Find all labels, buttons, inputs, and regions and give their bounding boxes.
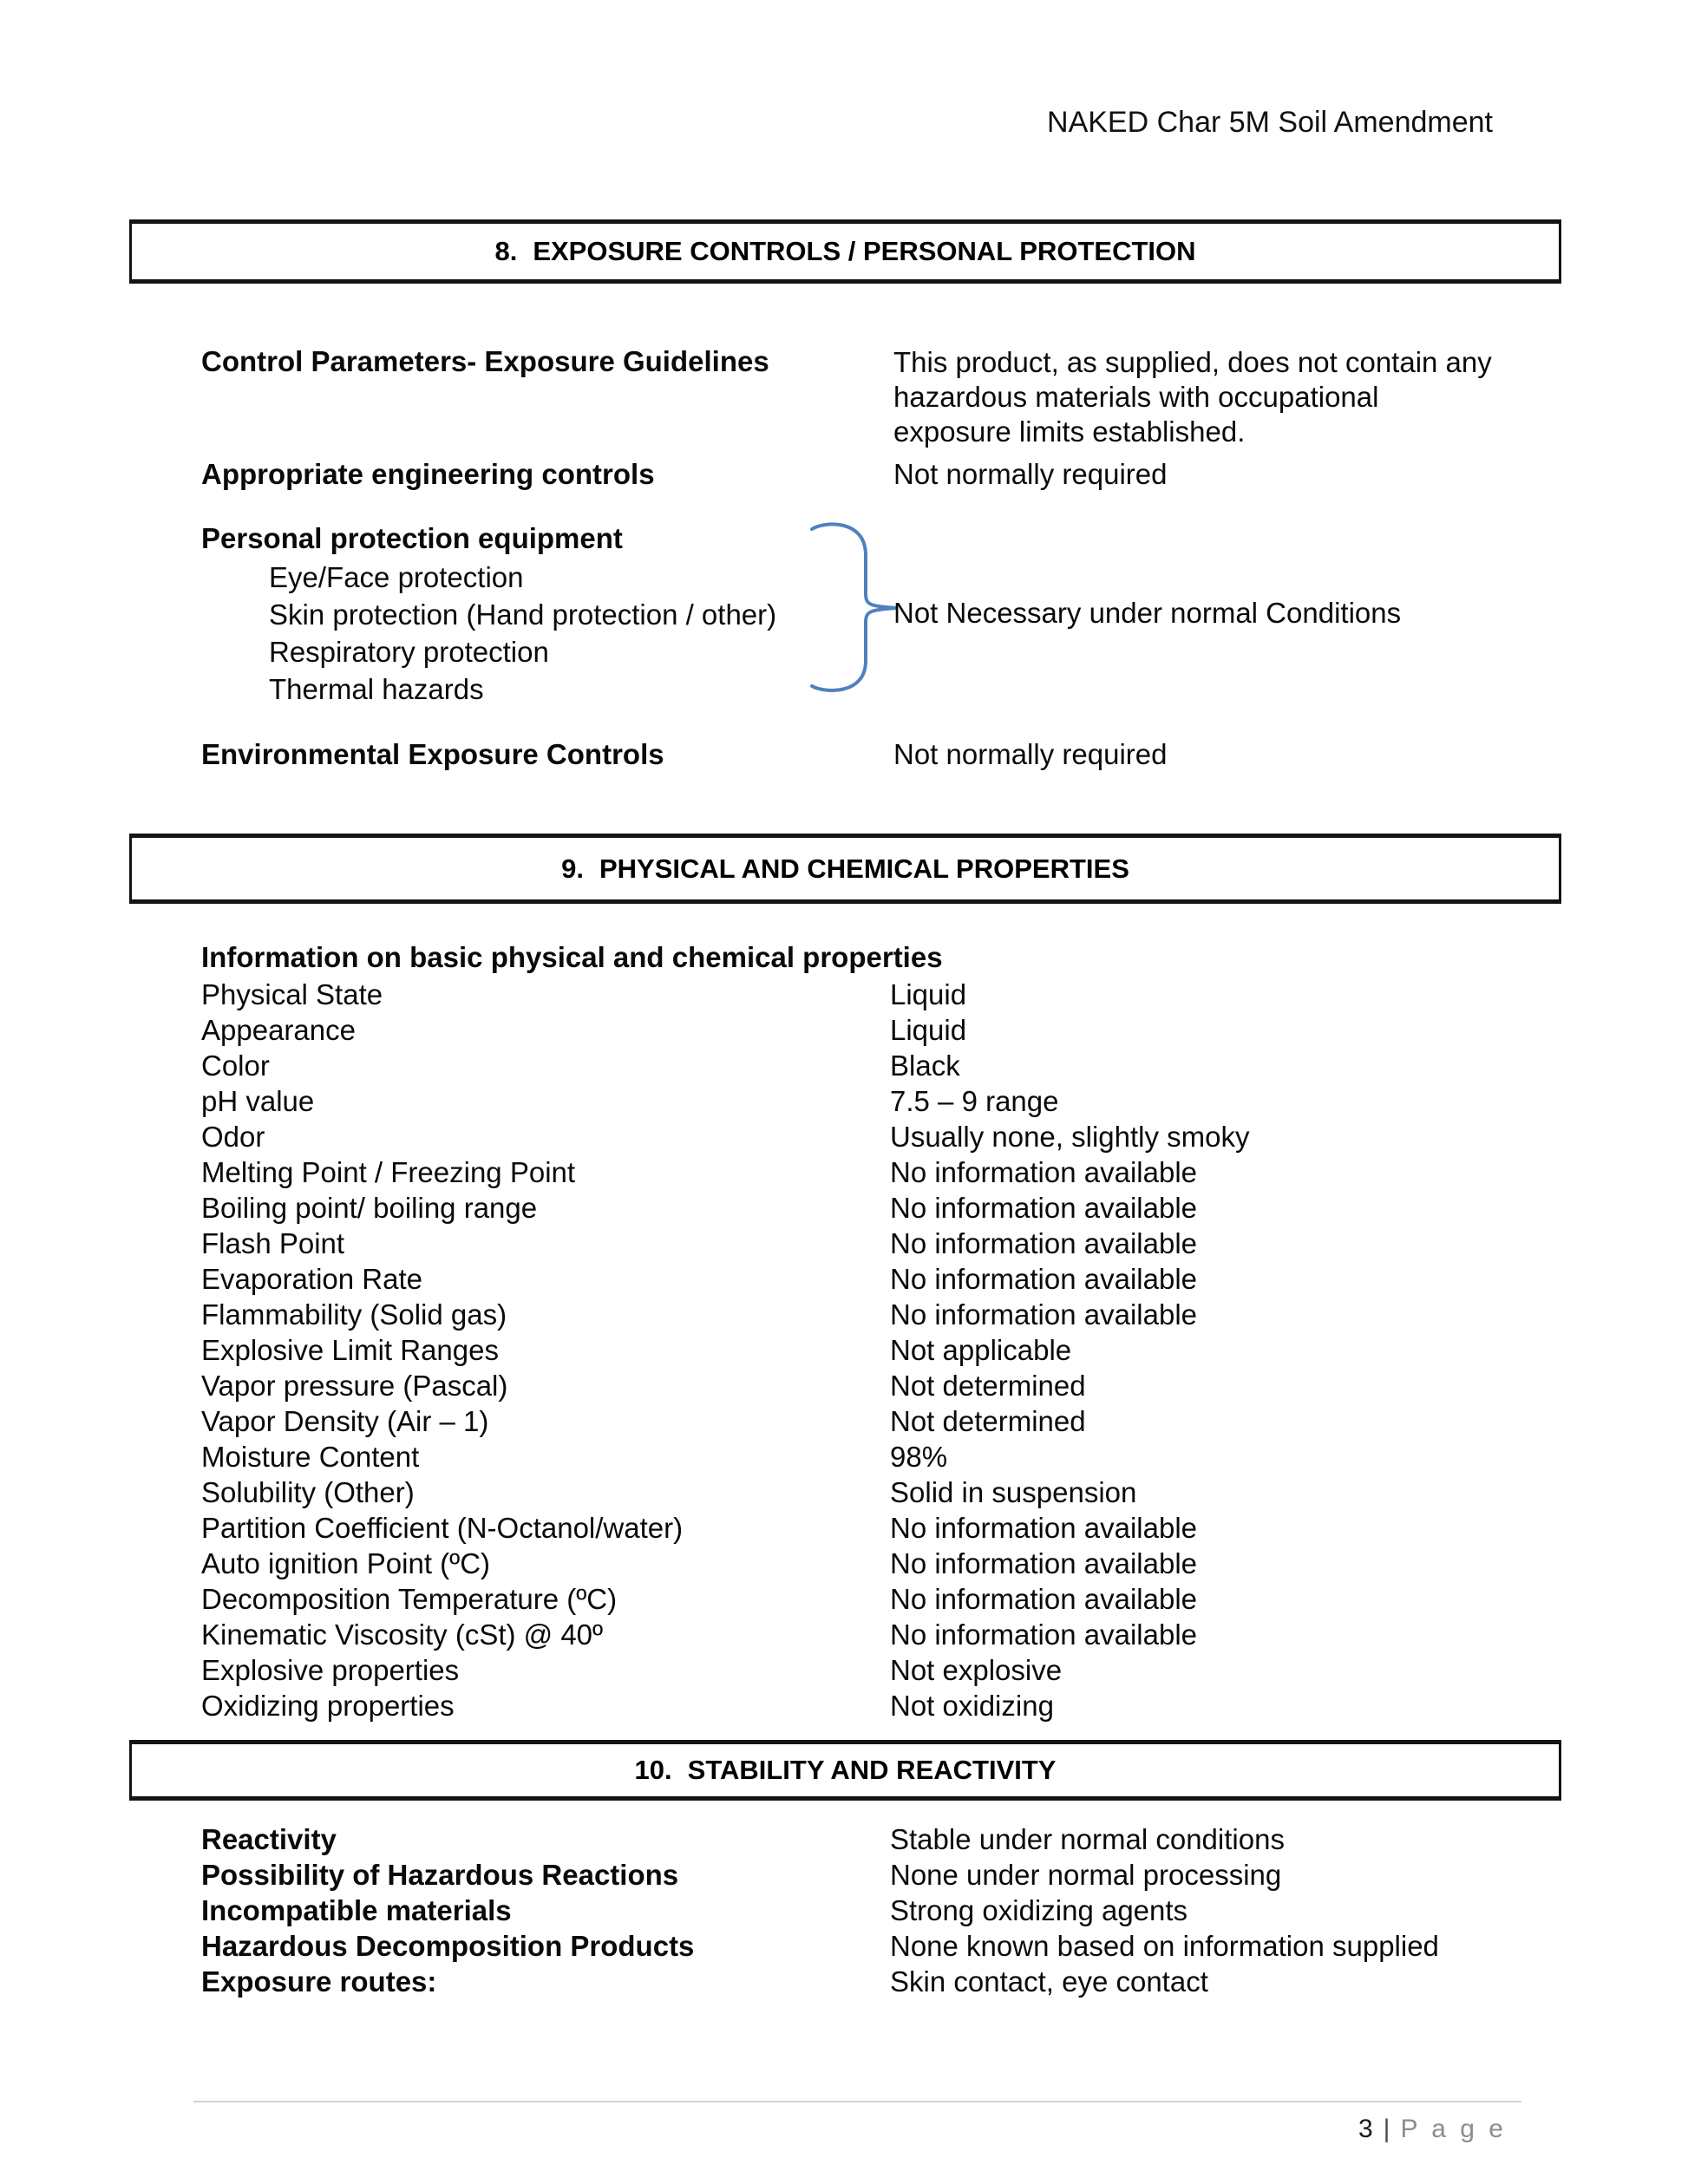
section-8-number: 8. <box>494 236 518 266</box>
ppe-item: Skin protection (Hand protection / other) <box>269 598 777 631</box>
property-value: Not determined <box>890 1370 1086 1402</box>
property-value: Liquid <box>890 978 967 1010</box>
property-value: Solid in suspension <box>890 1476 1137 1508</box>
property-value: 7.5 – 9 range <box>890 1085 1059 1117</box>
property-label: Auto ignition Point (ºC) <box>201 1547 491 1579</box>
stability-value: Stable under normal conditions <box>890 1823 1285 1855</box>
property-value: Not explosive <box>890 1654 1063 1686</box>
stability-row <box>201 1928 1528 1964</box>
ppe-item: Thermal hazards <box>269 673 484 705</box>
property-row <box>201 1190 1528 1226</box>
property-label: Decomposition Temperature (ºC) <box>201 1583 618 1615</box>
stability-label: Incompatible materials <box>201 1894 512 1926</box>
section-8-header <box>129 219 1561 284</box>
footer-separator: | <box>1383 2115 1390 2143</box>
property-value: Usually none, slightly smoky <box>890 1121 1250 1153</box>
property-label: Moisture Content <box>201 1441 420 1473</box>
property-row <box>201 1581 1528 1617</box>
control-parameters-value: This product, as supplied, does not contain any hazardous materials with occupational exposure limits established. <box>893 346 1492 448</box>
section-8-title: EXPOSURE CONTROLS / PERSONAL PROTECTION <box>533 236 1196 266</box>
section-9-title: PHYSICAL AND CHEMICAL PROPERTIES <box>599 853 1129 884</box>
section-9-header <box>129 834 1561 904</box>
property-label: Oxidizing properties <box>201 1690 455 1722</box>
property-row <box>201 1226 1528 1261</box>
property-label: Flammability (Solid gas) <box>201 1298 507 1331</box>
environmental-controls-label: Environmental Exposure Controls <box>201 738 664 770</box>
property-label: Explosive properties <box>201 1654 460 1686</box>
property-value: No information available <box>890 1263 1198 1295</box>
engineering-controls-label: Appropriate engineering controls <box>201 458 655 490</box>
stability-list <box>201 1821 1528 1999</box>
property-row <box>201 1154 1528 1190</box>
engineering-controls-value: Not normally required <box>893 458 1168 490</box>
property-label: Appearance <box>201 1014 356 1046</box>
property-label: Partition Coefficient (N-Octanol/water) <box>201 1512 684 1544</box>
brace-icon <box>805 519 902 697</box>
stability-row <box>201 1964 1528 1999</box>
section-9-number: 9. <box>561 853 584 884</box>
property-row <box>201 1617 1528 1652</box>
property-row <box>201 1368 1528 1403</box>
control-parameters-label: Control Parameters- Exposure Guidelines <box>201 345 769 377</box>
stability-row <box>201 1857 1528 1893</box>
property-row <box>201 1688 1528 1723</box>
stability-value: Skin contact, eye contact <box>890 1965 1208 1998</box>
property-value: Not determined <box>890 1405 1086 1437</box>
footer <box>0 2115 1507 2144</box>
property-label: Vapor Density (Air – 1) <box>201 1405 489 1437</box>
footer-divider <box>193 2101 1521 2102</box>
property-value: No information available <box>890 1192 1198 1224</box>
stability-value: Strong oxidizing agents <box>890 1894 1188 1926</box>
property-row <box>201 1652 1528 1688</box>
footer-page-word: P a g e <box>1400 2115 1507 2143</box>
ppe-item: Respiratory protection <box>269 636 549 668</box>
property-label: pH value <box>201 1085 315 1117</box>
property-value: Not oxidizing <box>890 1690 1054 1722</box>
property-value: No information available <box>890 1227 1198 1259</box>
section-10-title: STABILITY AND REACTIVITY <box>687 1755 1057 1785</box>
property-row <box>201 1332 1528 1368</box>
property-label: Boiling point/ boiling range <box>201 1192 538 1224</box>
property-label: Solubility (Other) <box>201 1476 415 1508</box>
property-row <box>201 1439 1528 1475</box>
property-row <box>201 1012 1528 1048</box>
stability-label: Possibility of Hazardous Reactions <box>201 1859 679 1891</box>
property-value: No information available <box>890 1618 1198 1651</box>
ppe-item: Eye/Face protection <box>269 561 524 593</box>
property-row <box>201 1261 1528 1297</box>
ppe-items-list <box>269 559 776 708</box>
property-value: No information available <box>890 1583 1198 1615</box>
property-value: Not applicable <box>890 1334 1072 1366</box>
property-row <box>201 1048 1528 1083</box>
environmental-controls-value: Not normally required <box>893 738 1168 770</box>
document-header-title: NAKED Char 5M Soil Amendment <box>1047 106 1493 139</box>
stability-label: Hazardous Decomposition Products <box>201 1930 695 1962</box>
property-row <box>201 977 1528 1012</box>
property-label: Color <box>201 1049 270 1082</box>
property-label: Melting Point / Freezing Point <box>201 1156 576 1188</box>
property-label: Evaporation Rate <box>201 1263 422 1295</box>
stability-row <box>201 1821 1528 1857</box>
property-value: No information available <box>890 1298 1198 1331</box>
property-value: No information available <box>890 1512 1198 1544</box>
ppe-value: Not Necessary under normal Conditions <box>893 597 1402 629</box>
section-10-header <box>129 1740 1561 1801</box>
property-row <box>201 1297 1528 1332</box>
property-label: Kinematic Viscosity (cSt) @ 40º <box>201 1618 604 1651</box>
property-label: Explosive Limit Ranges <box>201 1334 499 1366</box>
ppe-label: Personal protection equipment <box>201 522 623 554</box>
property-label: Odor <box>201 1121 265 1153</box>
property-row <box>201 1403 1528 1439</box>
property-value: Black <box>890 1049 960 1082</box>
property-value: No information available <box>890 1547 1198 1579</box>
property-row <box>201 1475 1528 1510</box>
property-label: Flash Point <box>201 1227 345 1259</box>
properties-list <box>201 977 1528 1723</box>
property-value: 98% <box>890 1441 948 1473</box>
footer-page-number: 3 <box>1358 2115 1373 2143</box>
property-row <box>201 1510 1528 1546</box>
property-row <box>201 1083 1528 1119</box>
stability-value: None known based on information supplied <box>890 1930 1439 1962</box>
stability-value: None under normal processing <box>890 1859 1282 1891</box>
property-value: Liquid <box>890 1014 967 1046</box>
property-label: Physical State <box>201 978 383 1010</box>
section-10-number: 10. <box>634 1755 672 1785</box>
stability-row <box>201 1893 1528 1928</box>
property-label: Vapor pressure (Pascal) <box>201 1370 508 1402</box>
property-row <box>201 1119 1528 1154</box>
property-value: No information available <box>890 1156 1198 1188</box>
stability-label: Exposure routes: <box>201 1965 437 1998</box>
section-9-subtitle: Information on basic physical and chemical properties <box>201 941 943 973</box>
stability-label: Reactivity <box>201 1823 337 1855</box>
property-row <box>201 1546 1528 1581</box>
